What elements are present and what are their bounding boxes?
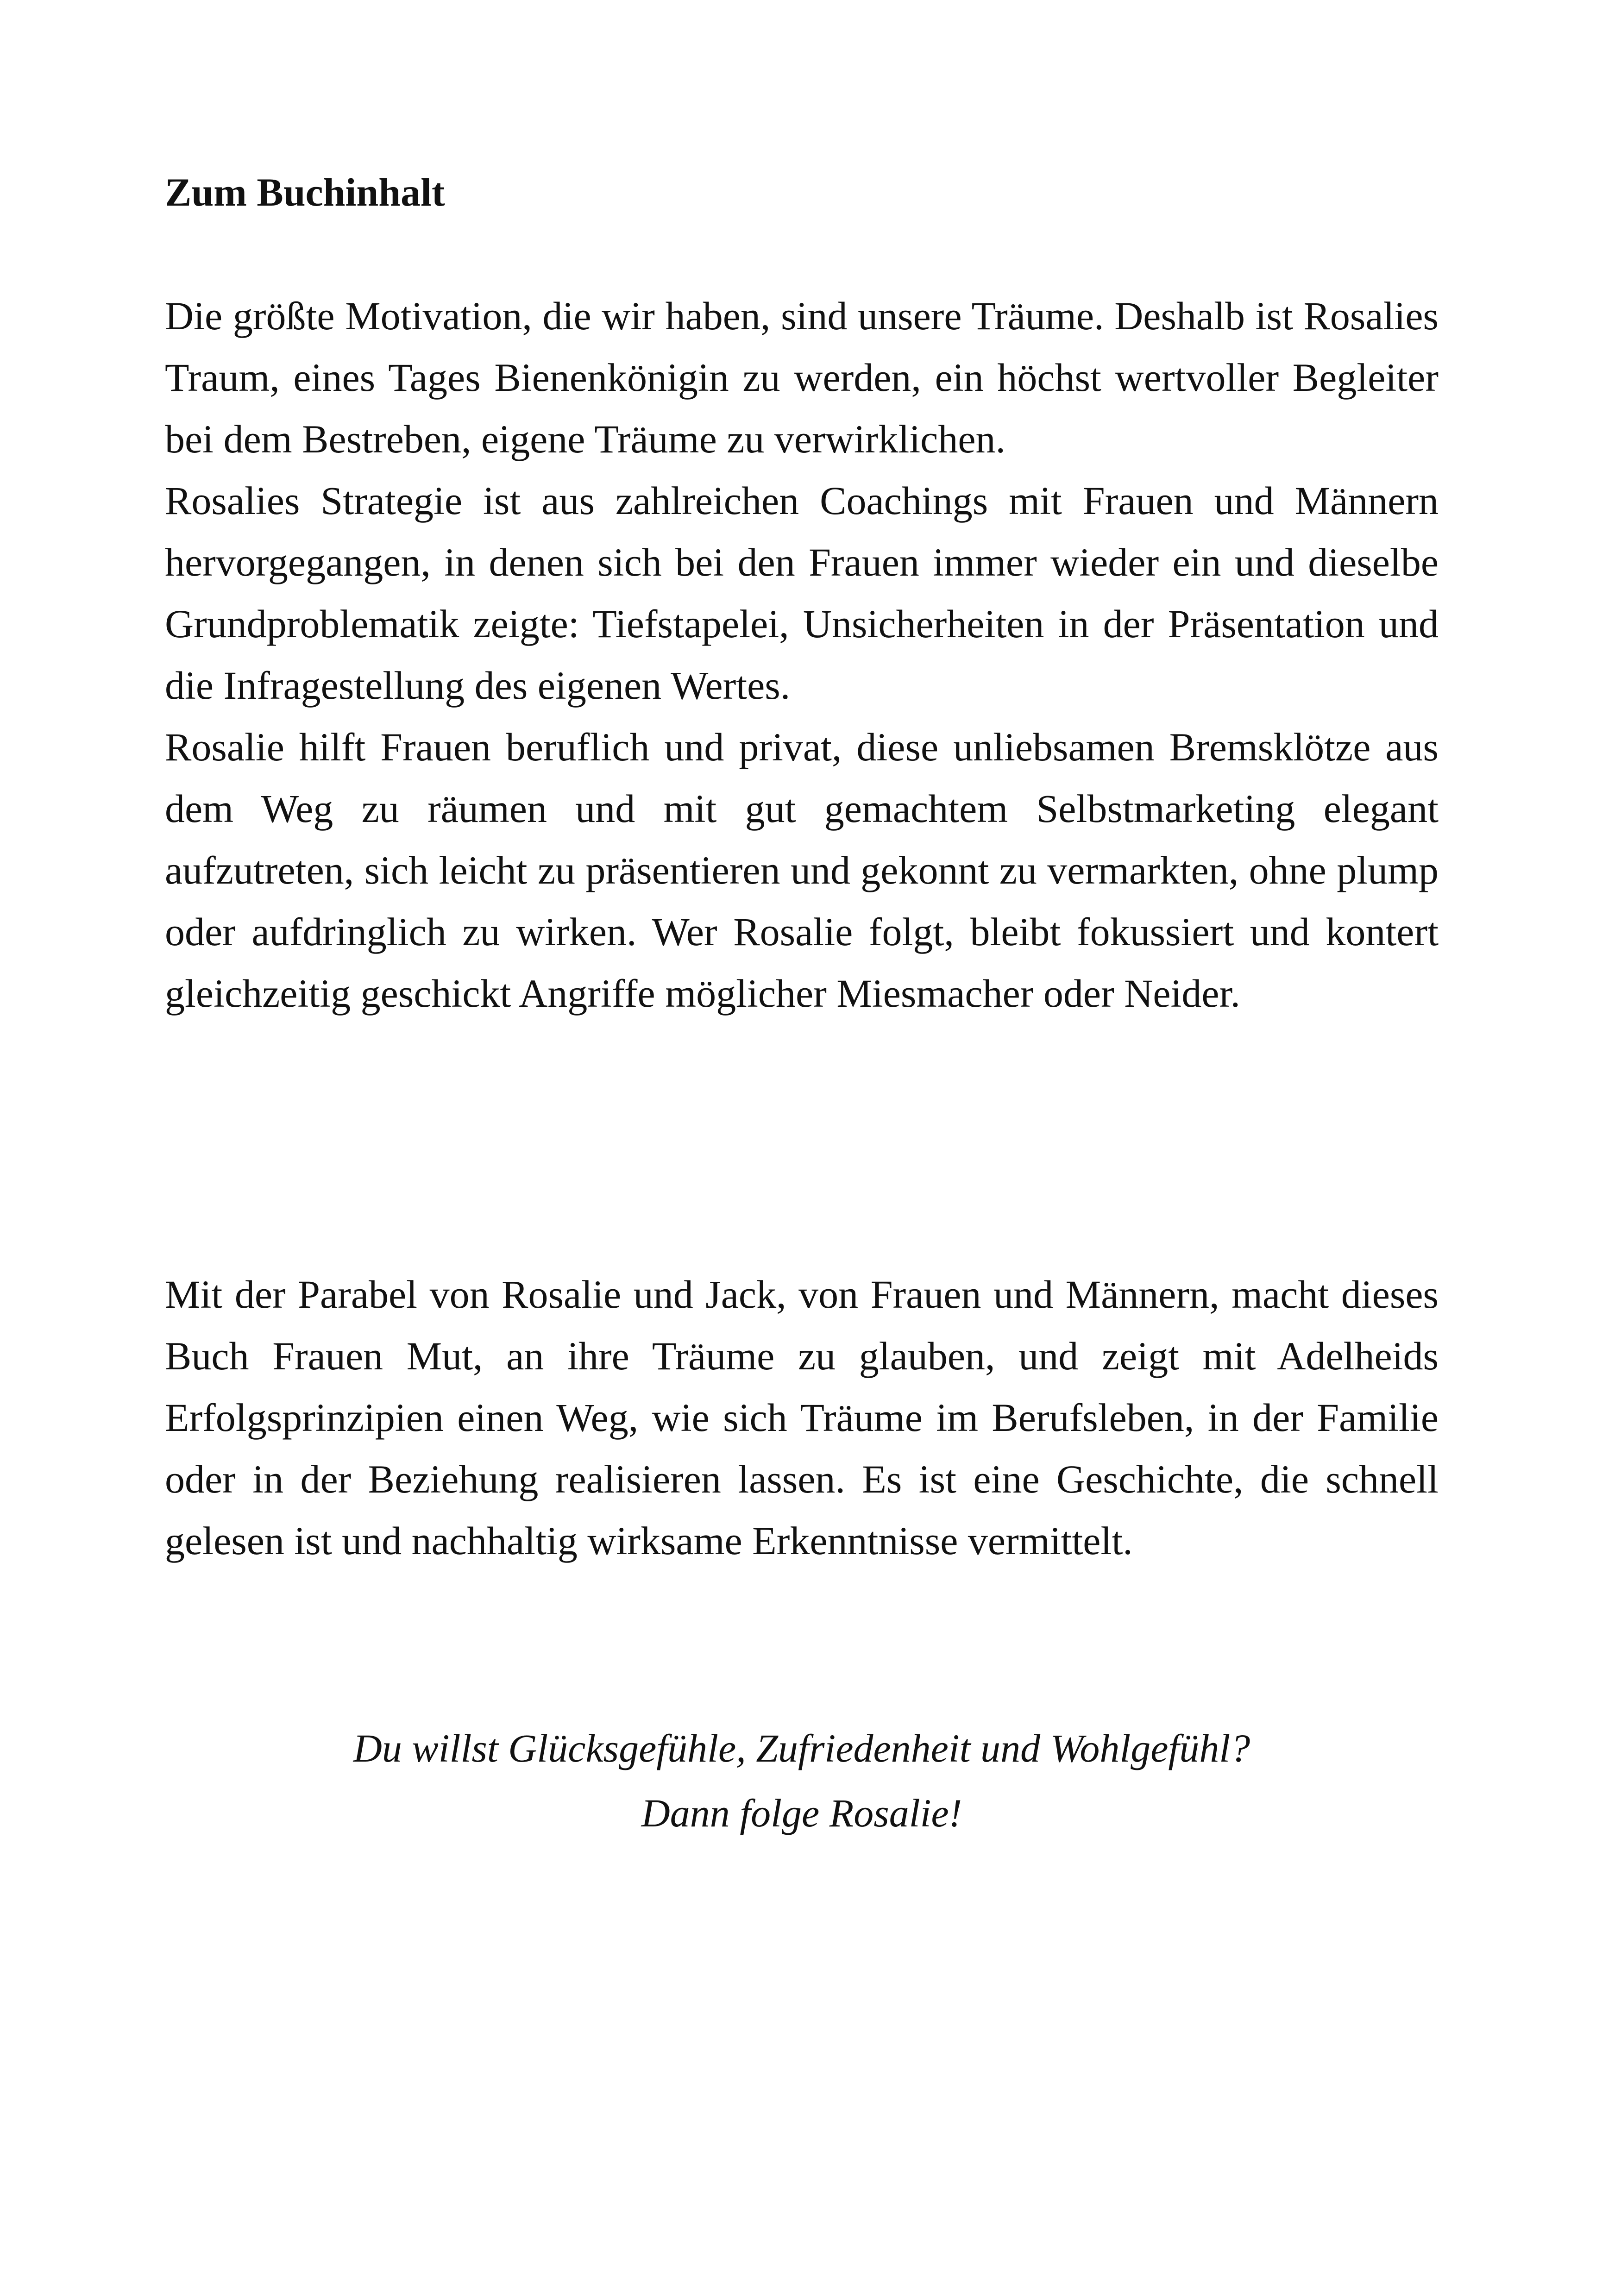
page-heading: Zum Buchinhalt [165,170,445,214]
paragraph-strategy: Rosalies Strategie ist aus zahlreichen Coachings mit Frauen und Männern hervorgegangen, in denen sich bei den Frauen immer wieder ein und dieselbe Grundproblematik zeigte: Tiefstapelei, Unsicherheiten in der Präsentation und die Infragestellung des eigenen Wertes. [165,478,1439,708]
closing-quote-line-2: Dann folge Rosalie! [641,1791,962,1835]
paragraph-motivation: Die größte Motivation, die wir haben, sind unsere Träume. Deshalb ist Rosalies Traum, eines Tages Bienenkönigin zu werden, ein höchst wertvoller Begleiter bei dem Bestreben, eigene Träume zu verwirklichen. [165,294,1439,461]
paragraph-rosalie-helps: Rosalie hilft Frauen beruflich und privat, diese unliebsamen Bremsklötze aus dem Weg zu räumen und mit gut gemachtem Selbstmarketing elegant aufzutreten, sich leicht zu präsentieren und gekonnt zu vermarkten, ohne plump oder aufdringlich zu wirken. Wer Rosalie folgt, bleibt fokussiert und kontert gleichzeitig geschickt Angriffe möglicher Miesmacher oder Neider. [165,725,1439,1016]
section-intro [165,285,1439,1024]
section-parable [165,1264,1439,1572]
closing-quote-line-1: Du willst Glücksgefühle, Zufriedenheit und Wohlgefühl? [353,1726,1250,1770]
paragraph-parable: Mit der Parabel von Rosalie und Jack, von Frauen und Männern, macht dieses Buch Frauen Mut, an ihre Träume zu glauben, und zeigt mit Adelheids Erfolgsprinzipien einen Weg, wie sich Träume im Berufsleben, in der Familie oder in der Beziehung realisieren lassen. Es ist eine Geschichte, die schnell gelesen ist und nachhaltig wirksame Erkenntnisse vermittelt. [165,1272,1439,1563]
closing-quote [165,1716,1439,1845]
